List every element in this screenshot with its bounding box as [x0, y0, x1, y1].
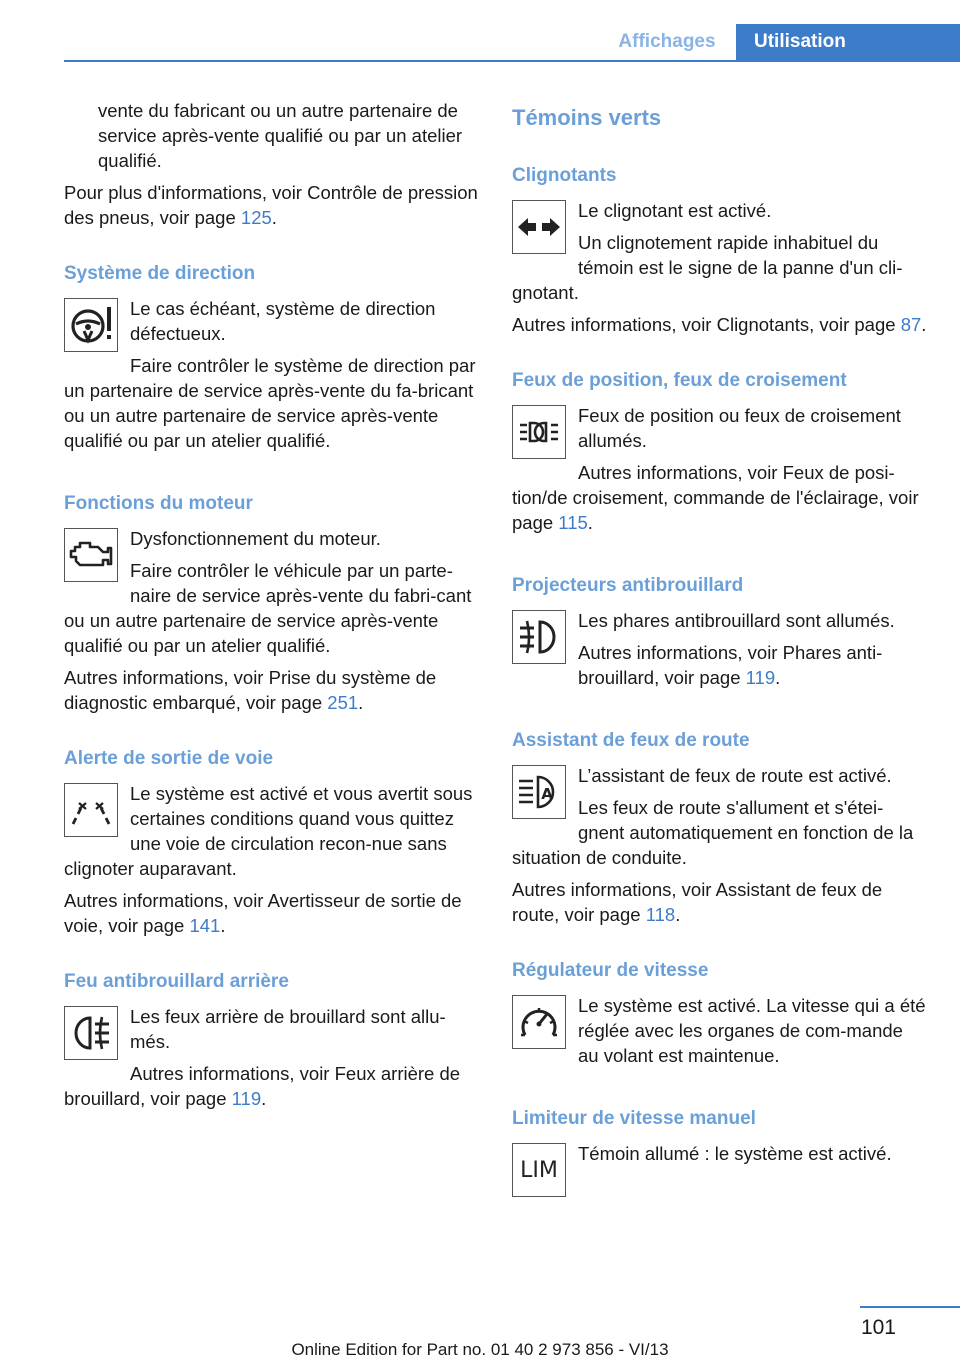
rearfog-text-2: Autres informations, voir Feux arrière de brouillard, voir page 119. [64, 1063, 461, 1109]
lowbeam-text-1: Feux de position ou feux de croisement allumés. [578, 405, 901, 451]
steering-text-2: Faire contrôler le système de direction par un partenaire de service après-vente du fa-bricant ou un autre partenaire de service après-vente qualifié ou par un atelier qualifié. [64, 355, 476, 451]
highbeam-more: Autres informations, voir Assistant de feux de route, voir page 118. [512, 879, 883, 925]
highbeam-text-1: L’assistant de feux de route est activé. [578, 765, 892, 786]
lowbeam-text-2: Autres informations, voir Feux de posi-tion/de croisement, commande de l'éclairage, voir page 115. [512, 462, 919, 533]
turn-text-1: Le clignotant est activé. [578, 200, 772, 221]
heading-cruise-control: Régulateur de vitesse [512, 960, 709, 981]
highbeam-text-2: Les feux de route s'allument et s'étei-gnent automatiquement en fonction de la situation de conduite. [512, 797, 914, 868]
heading-front-fog: Projecteurs antibrouillard [512, 575, 744, 596]
heading-green-indicators: Témoins verts [512, 105, 662, 130]
left-column [64, 98, 480, 1118]
header-rule [64, 60, 960, 62]
chapter-tab-utilisation: Utilisation [736, 24, 960, 60]
rear-fog-light-icon [64, 1006, 118, 1060]
speed-limiter-icon: LIM [512, 1143, 566, 1197]
page-link[interactable]: 115 [558, 512, 588, 533]
frontfog-text-1: Les phares antibrouillard sont allumés. [578, 610, 895, 631]
heading-steering: Système de direction [64, 263, 256, 284]
turn-text-2: Un clignotement rapide inhabituel du témoin est le signe de la panne d'un cli-gnotant. [512, 232, 903, 303]
front-fog-light-icon [512, 610, 566, 664]
position-light-icon [512, 405, 566, 459]
engine-icon [64, 528, 118, 582]
lane-text-1: Le système est activé et vous avertit sous certaines conditions quand vous quittez une voie de circulation recon-nue sans clignoter auparavant. [64, 783, 473, 879]
heading-rear-fog: Feu antibrouillard arrière [64, 971, 289, 992]
heading-turn-signals: Clignotants [512, 165, 617, 186]
svg-text:A: A [541, 785, 553, 803]
heading-engine: Fonctions du moteur [64, 493, 253, 514]
limiter-text-1: Témoin allumé : le système est activé. [578, 1143, 892, 1164]
page-link[interactable]: 251 [327, 692, 359, 713]
steering-text-1: Le cas échéant, système de direction défectueux. [130, 298, 436, 344]
lane-more: Autres informations, voir Avertisseur de sortie de voie, voir page 141. [64, 890, 462, 936]
cruise-control-icon [512, 995, 566, 1049]
lane-departure-icon [64, 783, 118, 837]
section-tab-affichages: Affichages [618, 31, 716, 52]
page-link[interactable]: 119 [231, 1088, 262, 1109]
engine-more: Autres informations, voir Prise du système de diagnostic embarqué, voir page 251. [64, 667, 437, 713]
pressure-info: Pour plus d'informations, voir Contrôle de pression des pneus, voir page 125. [64, 182, 478, 228]
continued-text: vente du fabricant ou un autre partenaire de service après-vente qualifié ou par un atelier qualifié. [98, 100, 463, 171]
steering-warning-icon [64, 298, 118, 352]
page-link[interactable]: 87 [900, 314, 922, 335]
edition-footer: Online Edition for Part no. 01 40 2 973 856 - VI/13 [291, 1340, 669, 1359]
engine-text-2: Faire contrôler le véhicule par un parte-naire de service après-vente du fabri-cant ou un autre partenaire de service après-vente qualifié ou par un atelier qualifié. [64, 560, 472, 656]
page-link[interactable]: 141 [189, 915, 221, 936]
heading-high-beam-assistant: Assistant de feux de route [512, 730, 750, 751]
footer-rule [860, 1306, 960, 1308]
heading-speed-limiter: Limiteur de vitesse manuel [512, 1108, 756, 1129]
turn-signal-icon [512, 200, 566, 254]
turn-more: Autres informations, voir Clignotants, voir page 87. [512, 314, 927, 335]
frontfog-text-2: Autres informations, voir Phares anti-brouillard, voir page 119. [578, 642, 883, 688]
page-link[interactable]: 125 [240, 207, 272, 228]
high-beam-assistant-icon [512, 765, 566, 819]
heading-low-beam: Feux de position, feux de croisement [512, 370, 847, 391]
right-column [512, 98, 928, 1201]
engine-text-1: Dysfonctionnement du moteur. [130, 528, 381, 549]
cruise-text-1: Le système est activé. La vitesse qui a été réglée avec les organes de com-mande au volant est maintenue. [578, 995, 926, 1066]
page-number: 101 [860, 1316, 896, 1339]
rearfog-text-1: Les feux arrière de brouillard sont allu-més. [130, 1006, 446, 1052]
heading-lane-departure: Alerte de sortie de voie [64, 748, 274, 769]
page-link[interactable]: 119 [745, 667, 776, 688]
page-link[interactable]: 118 [645, 904, 676, 925]
